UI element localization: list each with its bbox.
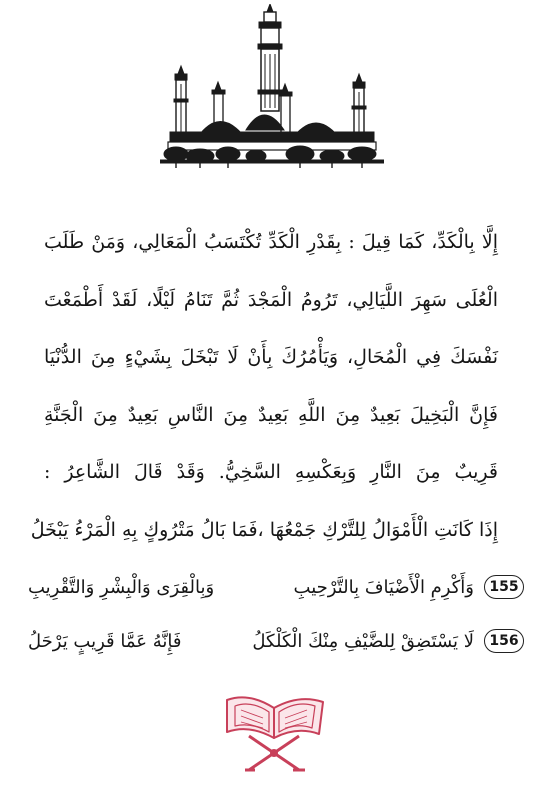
prose-line: نَفْسَكَ فِي الْمُحَالِ، وَيَأْمُرُكَ بِأَنْ لَا تَبْخَلَ بِشَيْءٍ مِنَ الدُّنْيَا bbox=[44, 346, 498, 368]
mosque-illustration bbox=[160, 4, 384, 170]
verse-second-hemistich: وَبِالْقِرَى وَالْبِشْرِ وَالتَّقْرِيبِ bbox=[28, 576, 215, 598]
prose-line: فَإِنَّ الْبَخِيلَ بَعِيدٌ مِنَ اللَّهِ بَعِيدٌ مِنَ النَّاسِ بَعِيدٌ مِنَ الْجَنَّةِ bbox=[44, 403, 498, 426]
verse-row bbox=[24, 614, 524, 668]
prose-line: إِذَا كَانَتِ الْأَمْوَالُ لِلتَّرْكِ جَمْعُهَا ،فَمَا بَالُ مَتْرُوكٍ بِهِ الْمَرْءُ يَبْخَلُ bbox=[30, 518, 498, 541]
prose-line: الْعُلَى سَهِرَ اللَّيَالِي، تَرُومُ الْمَجْدَ ثُمَّ تَنَامُ لَيْلًا، لَقَدْ أَطْمَعْتَ bbox=[44, 288, 498, 311]
verse-number-badge: 155 bbox=[484, 575, 524, 599]
prose-line: إِلَّا بِالْكَدِّ، كَمَا قِيلَ : بِقَدْرِ الْكَدِّ تُكْتَسَبُ الْمَعَالِي، وَمَنْ طَلَبَ bbox=[44, 231, 498, 253]
verse-list bbox=[24, 560, 524, 668]
open-quran-icon bbox=[219, 686, 329, 776]
verse-first-hemistich: لَا يَسْتَضِقْ لِلضَّيْفِ مِنْكَ الْكَلْكَلُ bbox=[252, 630, 474, 652]
verse-first-hemistich: وَأَكْرِمِ الْأَضْيَافَ بِالتَّرْحِيبِ bbox=[293, 576, 474, 598]
verse-number-badge: 156 bbox=[484, 629, 524, 653]
verse-row bbox=[24, 560, 524, 614]
prose-line: قَرِيبٌ مِنَ النَّارِ وَبِعَكْسِهِ السَّخِيُّ. وَقَدْ قَالَ الشَّاعِرُ : bbox=[44, 461, 498, 483]
prose-paragraph bbox=[30, 214, 498, 559]
verse-second-hemistich: فَإِنَّهُ عَمَّا قَرِيبٍ يَرْحَلُ bbox=[28, 630, 182, 652]
